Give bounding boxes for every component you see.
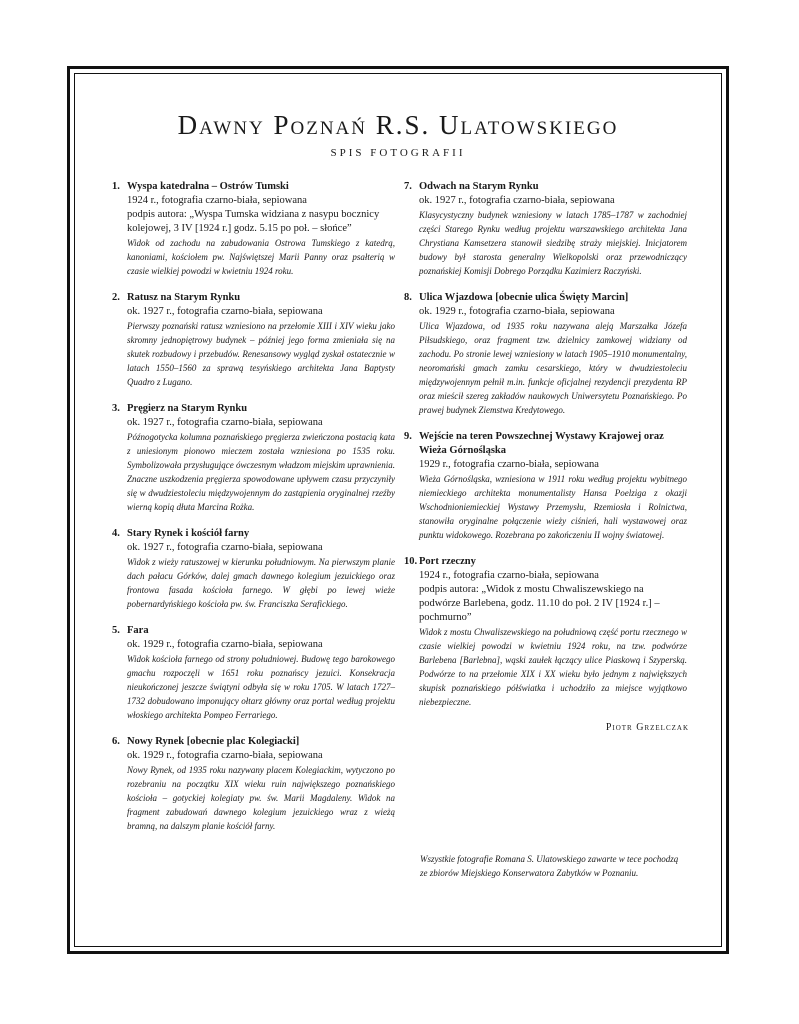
photo-entry xyxy=(404,430,687,542)
entry-description: Wieża Górnośląska, wzniesiona w 1911 roku według projektu wybitnego niemieckiego architekta monumentalisty Hansa Poelziga z okazji Wschodnioniemieckiej Wystawy Przemysłu, Rzemiosła i Rolnictwa, stanowiła oryginalne połączenie wieży ciśnień, hali wystawowej oraz punktu widokowego. Rozebrana po zakończeniu II wojny światowej. xyxy=(419,474,687,540)
entry-title: Port rzeczny xyxy=(419,556,476,567)
entry-title: Wejście na teren Powszechnej Wystawy Krajowej oraz Wieża Górnośląska xyxy=(419,431,664,456)
entry-title: Fara xyxy=(127,625,149,636)
page-title: Dawny Poznań R.S. Ulatowskiego xyxy=(177,110,619,140)
entry-number: 2. xyxy=(112,292,120,303)
entry-meta: ok. 1929 r., fotografia czarno-biała, sepiowana xyxy=(419,306,615,317)
entry-meta: ok. 1927 r., fotografia czarno-biała, sepiowana xyxy=(419,195,615,206)
entry-number: 10. xyxy=(404,556,418,567)
entry-title: Stary Rynek i kościół farny xyxy=(127,528,250,539)
author-signature: Piotr Grzelczak xyxy=(605,722,689,733)
entry-description: Widok od zachodu na zabudowania Ostrowa Tumskiego z katedrą, kanoniami, kościołem pw. Najświętszej Marii Panny oraz psałterią w czasie wielkiej powodzi w kwietniu 1924 roku. xyxy=(127,238,395,276)
photo-entry xyxy=(404,555,687,709)
left-column xyxy=(112,180,395,846)
photo-entry xyxy=(112,291,395,389)
entry-number: 5. xyxy=(112,625,120,636)
entry-meta: ok. 1929 r., fotografia czarno-biała, sepiowana xyxy=(127,750,323,761)
entry-number: 8. xyxy=(404,292,412,303)
entry-title: Wyspa katedralna – Ostrów Tumski xyxy=(127,181,289,192)
entry-description: Ulica Wjazdowa, od 1935 roku nazywana aleją Marszałka Józefa Piłsudskiego, oraz fragment tzw. dzielnicy zamkowej widziany od zachodu. Po stronie lewej wzniesiony w latach 1905–1910 monumentalny, neoromański gmach zamku cesarskiego, który w dwudziestoleciu międzywojennym pełnił m.in. funkcje oficjalnej rezydencji prezydenta RP oraz mieścił szereg zakładów naukowych Uniwersytetu Poznańskiego. Po prawej budynek Ziemstwa Kredytowego. xyxy=(419,321,687,415)
right-column xyxy=(404,180,687,733)
entry-meta: ok. 1927 r., fotografia czarno-biała, sepiowana xyxy=(127,417,323,428)
entry-meta: ok. 1927 r., fotografia czarno-biała, sepiowana xyxy=(127,542,323,553)
entry-meta: 1924 r., fotografia czarno-biała, sepiowana xyxy=(419,570,599,581)
entry-caption: podpis autora: „Wyspa Tumska widziana z nasypu bocznicy kolejowej, 3 IV [1924 r.] godz. 5.15 po poł. – słońce” xyxy=(127,209,380,234)
entry-description: Widok z mostu Chwaliszewskiego na południową część portu rzecznego w czasie wielkiej powodzi w kwietniu 1924 roku, na tzw. podwórze Barlebena [Barlebna], wąski zaułek łączący ulice Piaskową i Szyperską. Podwórze to na przełomie XIX i XX wieku było jednym z największych skupisk poznańskiego półświatka i uchodziło za miejsce wyjątkowo niebezpieczne. xyxy=(419,627,687,707)
entry-description: Pierwszy poznański ratusz wzniesiono na przełomie XIII i XIV wieku jako skromny jednopiętrowy budynek – później jego forma zmieniała się na skutek rozbudowy i przebudów. Renesansowy wygląd zyskał ostatecznie w latach 1550–1560 za sprawą tesyńskiego architekta Jana Baptysty Quadro z Lugano. xyxy=(127,321,395,387)
photo-entry xyxy=(112,402,395,514)
entry-title: Odwach na Starym Rynku xyxy=(419,181,539,192)
entry-number: 7. xyxy=(404,181,412,192)
entry-meta: ok. 1927 r., fotografia czarno-biała, sepiowana xyxy=(127,306,323,317)
entry-number: 1. xyxy=(112,181,120,192)
entry-description: Widok z wieży ratuszowej w kierunku południowym. Na pierwszym planie dach pałacu Górków, dalej gmach dawnego kolegium jezuickiego oraz frontowa fasada kościoła farnego. W głębi po lewej wieże pobernardyńskiego kościoła pw. św. Franciszka Serafickiego. xyxy=(127,557,395,609)
entry-number: 9. xyxy=(404,431,412,442)
photo-entry xyxy=(112,735,395,833)
entry-number: 4. xyxy=(112,528,120,539)
entry-meta: ok. 1929 r., fotografia czarno-biała, sepiowana xyxy=(127,639,323,650)
photo-entry xyxy=(112,624,395,722)
page-subtitle: SPIS FOTOGRAFII xyxy=(330,147,466,159)
entry-title: Ulica Wjazdowa [obecnie ulica Święty Marcin] xyxy=(419,292,629,303)
entry-meta: 1924 r., fotografia czarno-biała, sepiowana xyxy=(127,195,307,206)
photo-entry xyxy=(404,180,687,278)
photo-entry xyxy=(404,291,687,417)
entry-meta: 1929 r., fotografia czarno-biała, sepiowana xyxy=(419,459,599,470)
entry-description: Klasycystyczny budynek wzniesiony w latach 1785–1787 w zachodniej części Starego Rynku według projektu warszawskiego architekta Jana Chrystiana Kamsetzera stanowił siedzibę straży miejskiej. Inicjatorem budowy był starosta generalny Wielkopolski oraz przewodniczący poznańskiej Komisji Dobrego Porządku Kazimierz Raczyński. xyxy=(419,210,687,276)
photo-entry xyxy=(112,527,395,611)
entry-description: Późnogotycka kolumna poznańskiego pręgierza zwieńczona postacią kata z uniesionym pionowo mieczem została wzniesiona po 1535 roku. Symbolizowała przysługujące ówczesnym władzom miejskim uprawnienia. Znaczne uszkodzenia pręgierza spowodowane upływem czasu przyczyniły się w dwudziestoleciu międzywojennym do zastąpienia oryginalnej rzeźby wierną kopią dłuta Marcina Rożka. xyxy=(127,432,395,512)
entry-number: 6. xyxy=(112,736,120,747)
photo-entry xyxy=(112,180,395,278)
entry-title: Ratusz na Starym Rynku xyxy=(127,292,241,303)
entry-title: Nowy Rynek [obecnie plac Kolegiacki] xyxy=(127,736,300,747)
entry-description: Widok kościoła farnego od strony południowej. Budowę tego barokowego gmachu rozpoczęli w 1651 roku poznańscy jezuici. Konsekracja nieukończonej jeszcze świątyni odbyła się w roku 1705. W latach 1727–1732 dobudowano imponujący ołtarz główny oraz portal według projektu włoskiego architekta Pompeo Ferrariego. xyxy=(127,654,395,720)
entry-description: Nowy Rynek, od 1935 roku nazywany placem Kolegiackim, wytyczono po rozebraniu na początku XIX wieku ruin największego poznańskiego kościoła – gotyckiej kolegiaty pw. św. Marii Magdaleny. Widok na fragment zabudowań dawnego kolegium jezuickiego wraz z wieżą bramną, na dalszym planie kościół farny. xyxy=(127,765,395,831)
entry-title: Pręgierz na Starym Rynku xyxy=(127,403,248,414)
source-footnote: Wszystkie fotografie Romana S. Ulatowskiego zawarte w tece pochodzą ze zbiorów Miejskiego Konserwatora Zabytków w Poznaniu. xyxy=(420,854,679,878)
entry-number: 3. xyxy=(112,403,120,414)
entry-caption: podpis autora: „Widok z mostu Chwaliszewskiego na podwórze Barlebena, godz. 11.10 do poł. 2 IV [1924 r.] – pochmurno” xyxy=(419,584,660,623)
